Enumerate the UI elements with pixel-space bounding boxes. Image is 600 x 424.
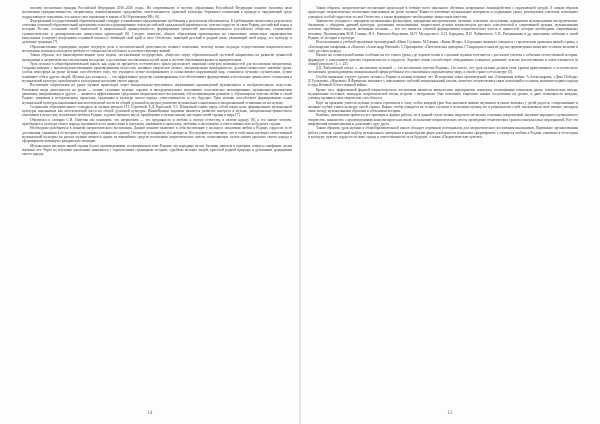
paragraph: Идёт на практике учитель музыки должен стремиться к тому, чтобы каждый урок был наполнен живым звучанием музыки, вызывал у детей радость, сопереживание и желание глубже узнать культуру своей страны. Важно, чтобы учащиеся не только слушали и исполняли музыку, но и размышляли о ней, высказывали своё мнение, находили связь между музыкальными образами и событиями истории. <box>308 100 578 114</box>
paragraph: Таким образом, все вышеперечисленные цели задачи, поставленные государством, общество перед образовательной системой направлены на развитие ценностей гражданина и патриотического воспитания молодежи, а достижение поставленных целей задач в системе образования является приоритетным. <box>22 53 292 62</box>
paragraph: Образовательные учреждения играют ведущую роль в воспитательной деятельности полного поколения, поэтому новые подходы осуществления патриотического воспитания учащихся молодежи требуют от специалистов глубокого и соответствующих знаний. <box>22 44 292 53</box>
left-page-text <box>22 6 292 411</box>
paragraph: Воспитание патриотизма на уроке музыки происходит через эмоционально-чувственное переживание произведений музыкального и изобразительного искусства. Различные виды деятельности на уроке — пение, слушание музыки, хоровое и инструментальное исполнение, пластическое интонирование, музыкально-ритмические движения, импровизация и другое — являются эффективными средствами патриотического воспитания, обеспечивающими развитие у обучающихся чувства любви к своей Родине, уважения к историческому прошлому, традициям и культуре своего народа, ответственности за его будущее. Урок музыки способствует формированию основ музыкальной культуры школьников как неотъемлемой части их общей духовной культуры, развитию музыкального мышления и эмоциональной отзывчивости на музыку. <box>22 83 292 105</box>
paragraph: Д.Б. Кабалевский писал: «...воспитание музыкой — это воспитание чувства Родины». Он считал, что урок музыки должен стать уроком нравственного и эстетического воспитания, уроком развития эмоциональной сферы ребёнка и его отношения к окружающему миру, к своей стране и её культуре [5]. <box>308 66 578 75</box>
paragraph: Таким образом, патриотическое воспитание происходит в течение всего школьного обучения, непрерывно, взаимодействуя с окружающей средой. А самым образом происходит патриотическое воспитание школьников на уроке музыки? Какие-то ключевые музыкальные материалы и содержание урока, реализуемые учителем, наполняют учащихся особой гордостью за своё Отечество, а также формируют необходимые личностные качества. <box>308 6 578 19</box>
paragraph: Особое внимание следует уделять песням о Родине и песням военных лет. Исполнение таких произведений, как «Священная война» А.Александрова, «День Победы» Д.Тухманова, «Журавли» Я.Френкеля, вызывает у школьников глубокий эмоциональный отклик, помогает почувствовать связь поколений и осознать значение подвига народа в годы Великой Отечественной войны. <box>308 74 578 88</box>
paragraph: человек воспитания граждан Российской Федерации 2016–2020 годы». На современному в систему образования Российской Федерации понятие заложена цели воспитания гражданственности, патриотизма, взаимоуважения, трудолюбия, ответственности, правовой культуры, бережного отношения к природе и окружающей среде подрастающего поколения, что нашло свое отражение в законе «Об Образовании РФ» [6]. <box>22 6 292 19</box>
paragraph: Обратимся к словарю С.И. Ожегова мы понимаем, что патриотизм — это преданность и любовь к своему отечеству, к своему народу [8], а это значит человек, приобщаясь к культуре своего народа, проникается его ценностями и идеалами, уважением к прошлому, любовью к настоящему и ответственностью за будущее страны. <box>22 117 292 127</box>
paragraph: Необходимо разобраться в понятии патриотического воспитания. Данное понятие включает в себя воспитание у молодого поколения любви к Родине, гордости за её достижения, уважения к её истории и традициям, готовности служить Отечеству и защищать его интересы. Исследователи отмечают, что в этой связи изучение отечественной музыкальной культуры на уроках музыки является одним из важнейших средств воспитания патриотических чувств, позволяющих лучше понять прошлое своего народа и сформировать активную гражданскую позицию. <box>22 126 292 144</box>
paragraph: Кроме того, эффективной формой патриотического воспитания являются внеклассные мероприятия: концерты, посвящённые памятным датам, тематические вечера, музыкальные гостиные, конкурсы патриотической песни, встречи с ветеранами. Они позволяют закрепить знания, полученные на уроках, и дают возможность каждому ученику проявить свои творческие способности. <box>308 87 578 101</box>
paragraph: Музыкальное наследие нашей страны богато произведениями, посвящёнными теме Родины: это народные песни, былины, кантаты и оратории, оперы и симфонии, песни военных лет. Через их изучение школьники знакомятся с героическими страницами истории, судьбами великих людей, красотой родной природы и духовными традициями своего народа. <box>22 143 292 157</box>
page-number-right: 15 <box>447 411 453 416</box>
right-page-text <box>308 6 578 411</box>
paragraph: Использование в учебной программе произведений «Иван Сусанин» М.Глинки, «Князь Игорь» А.Бородина знакомит учащихся с героическим прошлым нашей страны, а «Богатырская симфония» и «Кантата «Александр Невский» С.Прокофьева, «Патетическая оратория» Г.Свиридова и многие другие произведения помогают осознать величие и силу русского народа. <box>308 40 578 53</box>
paragraph: Конечно, невозможно привести все примеры и формы работы, но в данной статье можно выделить несколько основных направлений: изучение народного музыкального творчества, знакомство с произведениями композиторов-классиков, исполнение патриотических песен, проведение тематических уроков и внеклассных мероприятий. Все эти направления взаимосвязаны и дополняют друг друга. <box>308 113 578 127</box>
paragraph: Таким образом, урок музыки в общеобразовательной школе обладает огромным потенциалом для патриотического воспитания школьников. Правильно организованная работа учителя, грамотный подбор музыкального материала и разнообразие форм деятельности позволяют сформировать у учащихся любовь к Родине, уважение к её истории и культуре, чувство гордости за свою страну и ответственности за её будущее, а также «Патриотические чувства». <box>308 126 578 139</box>
page-number-left: 14 <box>147 411 153 416</box>
paragraph: Сохранение образовательного стандарта по музыке авторов Г.П. Сергеевой, Е.Д. Критской, Т.С. Шмагиной ставит перед собой такую цель: формирование музыкальной культуры школьников как неотъемлемой части их общей духовной культуры. Важнейшими задачами являются развитие интереса к музыке, эмоционально-ценностного отношения к искусству, воспитание любви к Родине, художественного вкуса, приобщение к музыкальному наследию своей страны и мира [7]. <box>22 104 292 118</box>
paragraph: Знакомство учащихся с народным музыкальным фольклором, народными инструментами, песнями, плясками, частушками, народными музыкальными инструментами, былинами, с обрядами древней культуры, духовными песнопениями, творчеством лучших композиторов русского классической и современной музыки, музыкальными поэтами, зарубежных авторов, военными песнями — всё это является основой формирования патриотических чувств и ценностей, которые необходимы современному человеку. Произведения М.И. Глинки, Н.А. Римского-Корсакова, М.П. Мусоргского, А.П. Бородина, П.И. Чайковского, С.В. Рахманинова и др. наполнены любовью к своей Родине, её истории и культуре. <box>308 18 578 41</box>
paragraph: Федеральный государственный образовательный стандарт устанавливает предъявляемые требования к результатам обучающихся. К требованиям личностных результатов освоения основной образовательной программы относятся формирование основ российской гражданской идентичности, чувства гордости за свою Родину, российский народ и историю России, осознание своей этнической и национальной принадлежности; формирование ценностей многонационального российского общества; становление гуманистических и демократических ценностных ориентаций [6]. Следует отметить, общего образования ориентирован на становление личностных характеристик выпускника («портрет выпускника основной школы»): любящий свой край и свое Отечество, знающий русский и родной язык, уважающий свой народ, его культуру и духовные традиции [7]. <box>22 18 292 45</box>
paragraph: Урок музыки в общеобразовательной школе, как один из предметов эстетического цикла располагает широким спектром возможностей для воспитания патриотизма. Соприкосновение с высокохудожественными произведениями искусства, активное творческое начало, эмоциональная приподнятость, духовно-личностное значение урока, особая атмосфера на уроке музыки способствуют тому, что учащиеся лучше воспринимают и осмысливают окружающий мир, становятся чуткими слушателями, лучше понимают себя и других людей. Музыка для учащихся — это эффективное средство самовыражения, что обеспечивает формирование и воспитание ценностного отношения к музыкальной культуре, приобщение к культурному наследию своего народа. <box>22 61 292 84</box>
right-page <box>300 0 600 424</box>
paragraph: Начало же сознательной жизни особенно на тех этапах урока, где хоровое пение и слушание музыки сочетаются с рассказом учителя о событиях отечественной истории, формирует у школьников чувства сопричастности и гордости. Хоровое пение способствует объединению учащихся, развитию чувства коллективизма и ответственности за общий результат [1, с. 23]. <box>308 53 578 66</box>
